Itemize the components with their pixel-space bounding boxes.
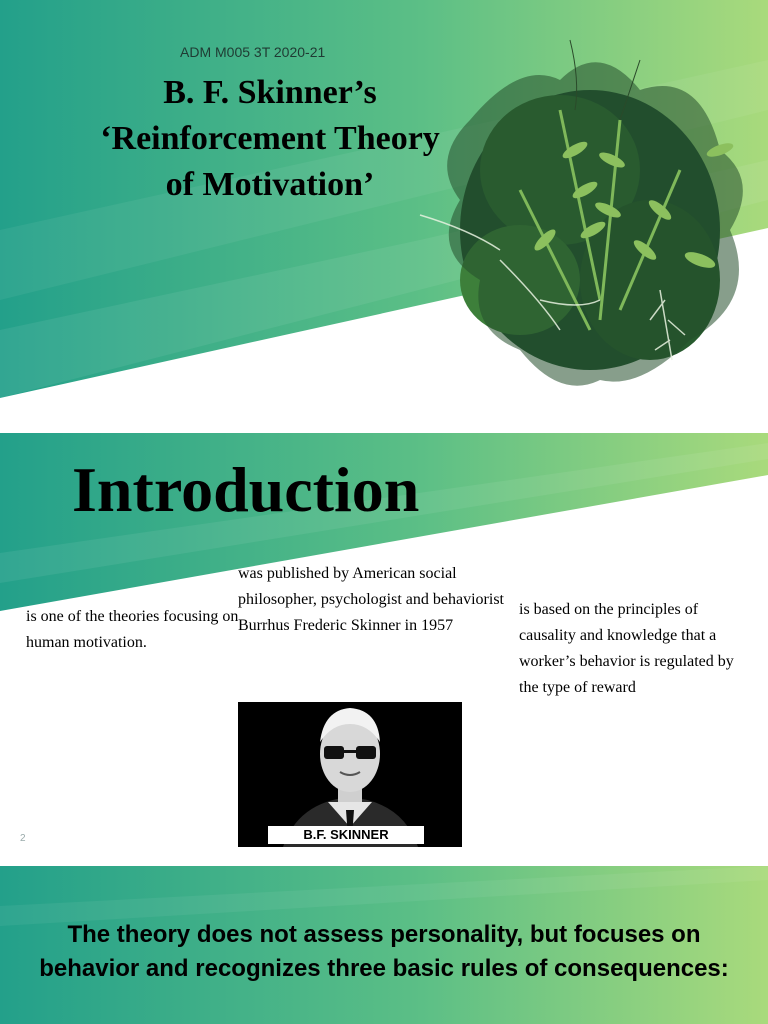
title-line-1: B. F. Skinner’s bbox=[163, 74, 377, 111]
intro-paragraph-1: is one of the theories focusing on human motivation. bbox=[26, 608, 239, 651]
slide-gap bbox=[0, 398, 768, 433]
skinner-portrait-image bbox=[238, 702, 462, 847]
page-title bbox=[40, 70, 500, 208]
slide-heading: Introduction bbox=[72, 454, 420, 525]
slide-number: 2 bbox=[20, 833, 26, 844]
portrait-caption: B.F. SKINNER bbox=[303, 827, 389, 842]
intro-paragraph-3: is based on the principles of causality and knowledge that a worker’s behavior is regulated by the type of reward bbox=[519, 601, 734, 696]
course-code: ADM M005 3T 2020-21 bbox=[180, 44, 326, 60]
rules-statement: The theory does not assess personality, but focuses on behavior and recognizes three basic rules of consequences: bbox=[39, 921, 729, 982]
introduction-slide bbox=[0, 433, 768, 866]
title-line-2: ‘Reinforcement Theory bbox=[100, 120, 440, 157]
title-slide bbox=[0, 0, 768, 398]
title-line-3: of Motivation’ bbox=[165, 166, 375, 203]
rules-slide bbox=[0, 866, 768, 1024]
intro-paragraph-2: was published by American social philosopher, psychologist and behaviorist Burrhus Frederic Skinner in 1957 bbox=[238, 565, 504, 634]
